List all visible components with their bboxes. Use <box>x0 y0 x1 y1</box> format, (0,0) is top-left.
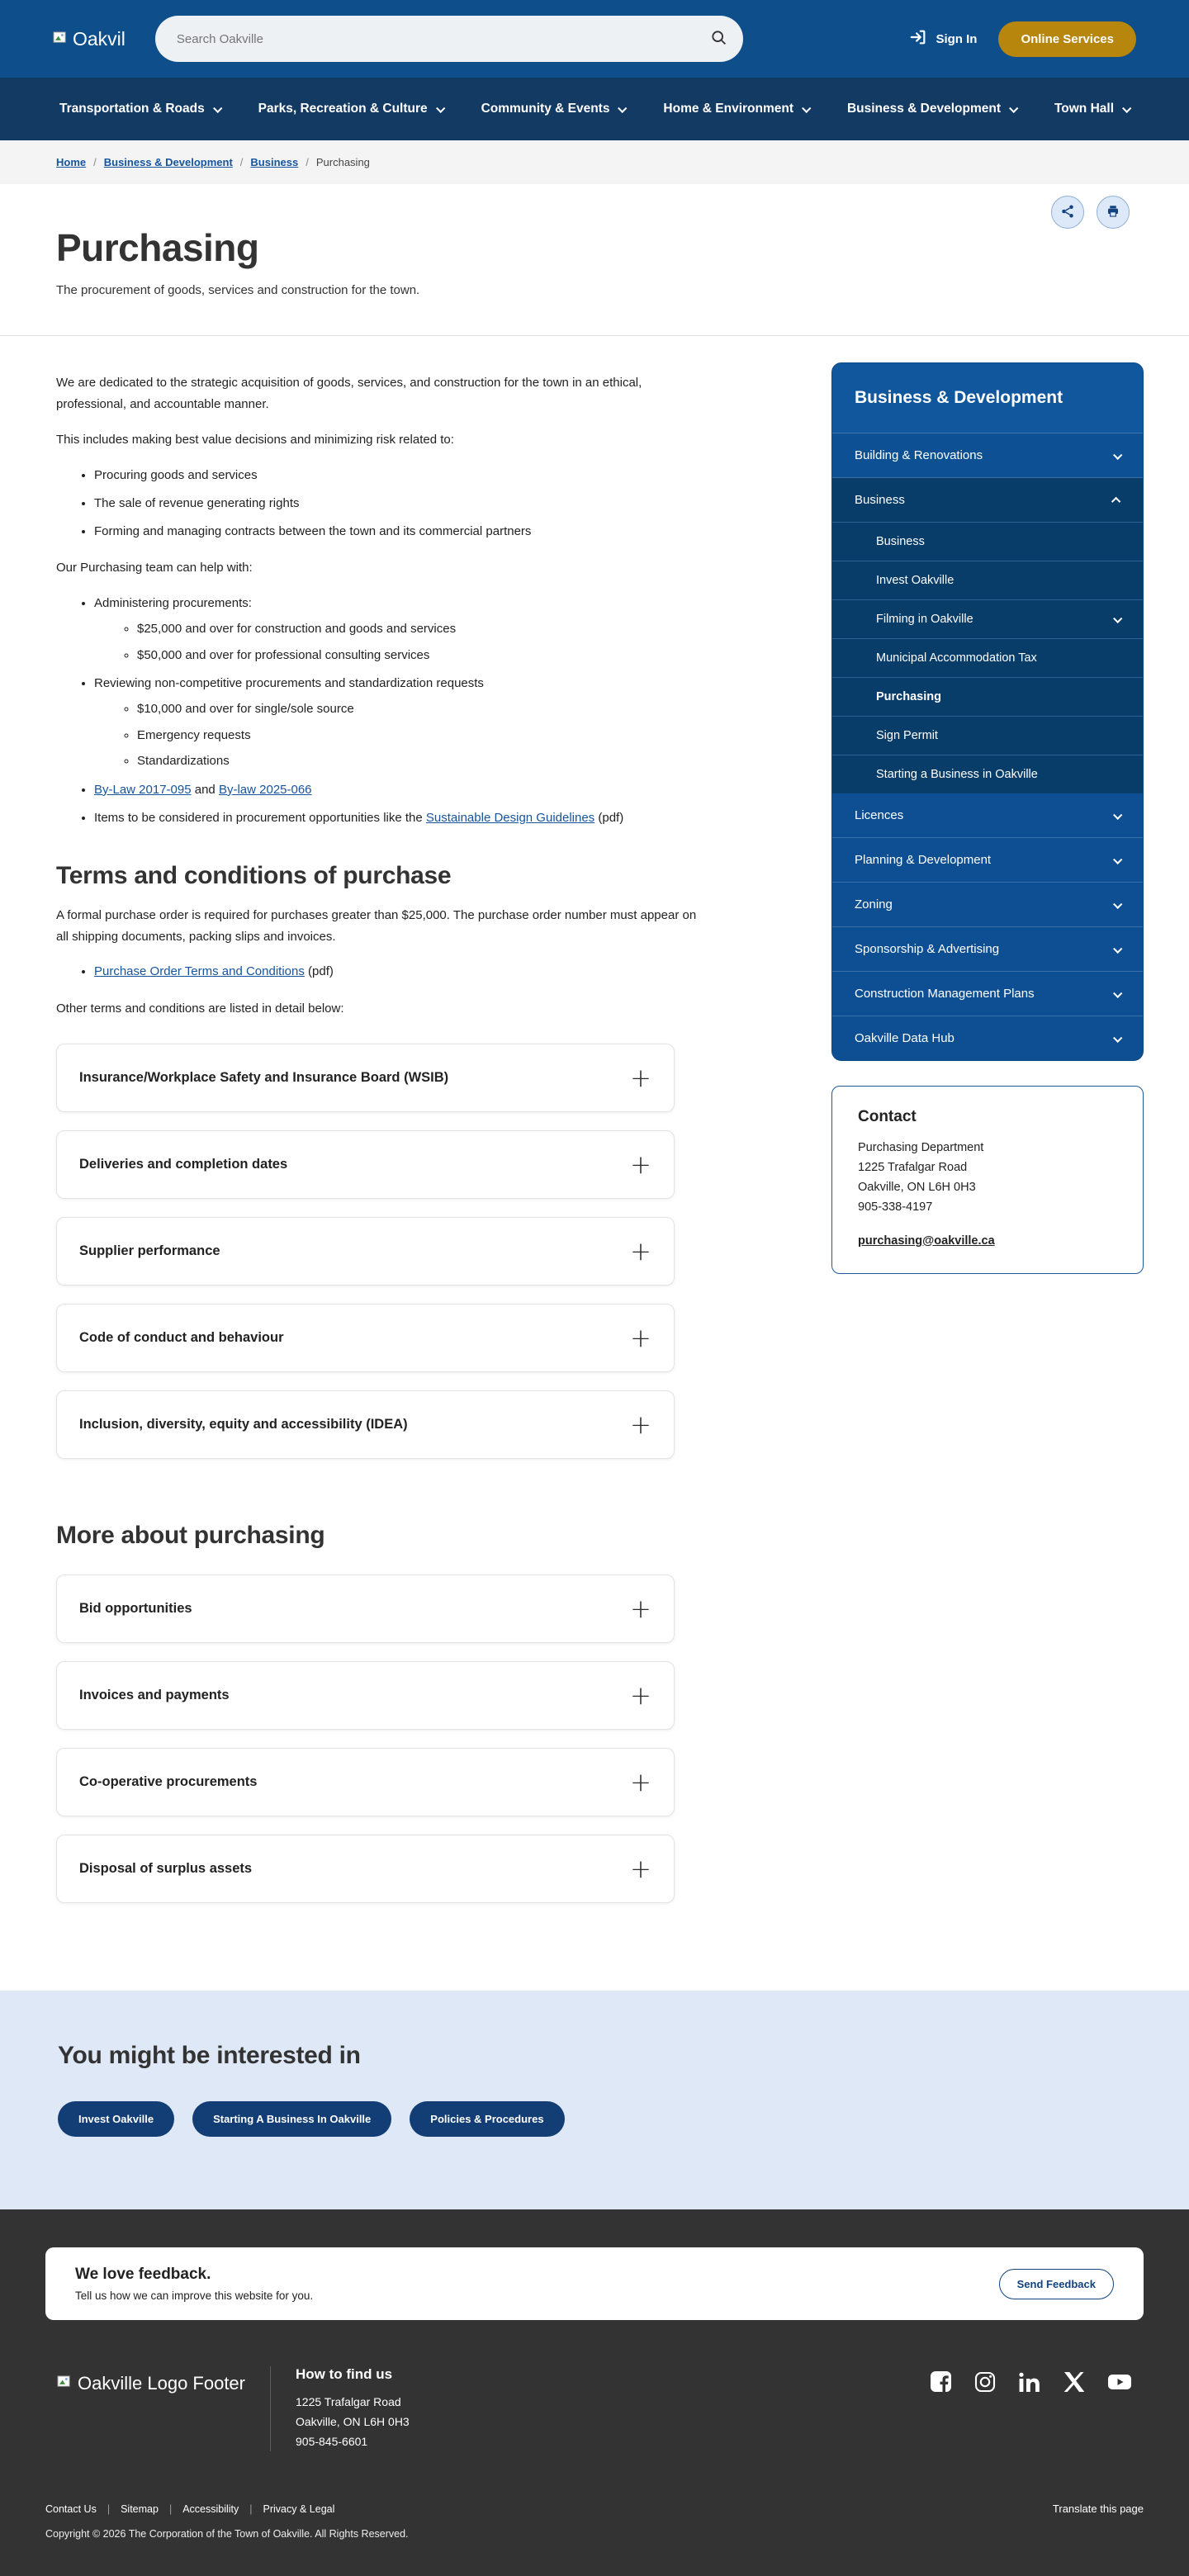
footer-separator: | <box>107 2503 111 2515</box>
nav-item-label: Transportation & Roads <box>59 102 205 116</box>
policies-procedures-button[interactable]: Policies & Procedures <box>410 2101 564 2137</box>
sidebar-subitem-municipal-accommodation-tax[interactable] <box>832 638 1143 677</box>
breadcrumb-current: Purchasing <box>315 156 370 168</box>
accordion-label: Insurance/Workplace Safety and Insurance Board (WSIB) <box>79 1070 449 1085</box>
starting-a-business-button[interactable]: Starting A Business In Oakville <box>192 2101 391 2137</box>
breadcrumb-home[interactable]: Home <box>56 156 87 168</box>
header-actions <box>909 21 1136 57</box>
linkedin-link[interactable] <box>1018 2371 1041 2395</box>
purchase-order-terms-link[interactable]: Purchase Order Terms and Conditions <box>94 964 305 979</box>
list-item: • Procuring goods and services <box>94 466 708 485</box>
print-icon <box>1106 204 1120 221</box>
site-search <box>155 16 743 62</box>
footer-separator: | <box>249 2503 253 2515</box>
more-accordion-list <box>56 1574 675 1903</box>
sidebar-item-label: Oakville Data Hub <box>855 1031 955 1045</box>
accordion-invoices-payments[interactable] <box>56 1661 675 1730</box>
footer <box>0 2209 1189 2576</box>
instagram-icon <box>974 2383 996 2395</box>
sidebar-subitem-purchasing-current[interactable] <box>832 677 1143 716</box>
youtube-icon <box>1107 2383 1132 2395</box>
chevron-up-icon <box>1111 496 1120 505</box>
nav-item-label: Home & Environment <box>663 102 794 116</box>
accordion-label: Code of conduct and behaviour <box>79 1330 284 1345</box>
invest-oakville-button[interactable]: Invest Oakville <box>58 2101 174 2137</box>
sidebar-item-label: Zoning <box>855 897 893 912</box>
nav-item-community-events[interactable] <box>481 102 626 116</box>
contact-heading: Contact <box>858 1108 917 1125</box>
share-icon <box>1060 204 1075 221</box>
plus-icon: + <box>630 1854 651 1884</box>
accordion-label: Disposal of surplus assets <box>79 1861 253 1876</box>
online-services-button[interactable]: Online Services <box>998 21 1136 57</box>
breadcrumb-business[interactable]: Business <box>250 156 299 168</box>
sidebar-subitem-sign-permit[interactable] <box>832 716 1143 755</box>
sidebar-item-label: Sponsorship & Advertising <box>855 942 1000 956</box>
main-content <box>56 359 708 1908</box>
list-item-text: and <box>191 782 219 797</box>
sidebar-item-label: Construction Management Plans <box>855 987 1035 1001</box>
sidebar-section-business <box>832 478 1143 793</box>
site-logo[interactable] <box>53 28 126 50</box>
plus-icon: + <box>630 1767 651 1797</box>
list-item <box>94 780 708 799</box>
risk-paragraph: This includes making best value decisions and minimizing risk related to: <box>56 433 454 447</box>
list-item: ◦ $10,000 and over for single/sole source <box>137 700 708 719</box>
plus-icon: + <box>630 1236 651 1267</box>
sign-in-label: Sign In <box>936 31 978 46</box>
intro-paragraph: We are dedicated to the strategic acquisition of goods, services, and construction for the town in an ethical, professional, and accountable manner. <box>56 376 642 411</box>
accordion-bid-opportunities[interactable] <box>56 1574 675 1643</box>
accordion-disposal-surplus-assets[interactable] <box>56 1835 675 1903</box>
nav-item-label: Community & Events <box>481 102 610 116</box>
contact-address-line: Oakville, ON L6H 0H3 <box>858 1180 976 1194</box>
list-item: • The sale of revenue generating rights <box>94 494 708 513</box>
x-twitter-link[interactable] <box>1063 2371 1085 2395</box>
list-item <box>94 594 708 665</box>
sidebar-subitem-invest-oakville[interactable] <box>832 561 1143 599</box>
list-item: • Forming and managing contracts between the town and its commercial partners <box>94 522 708 541</box>
sustainable-design-guidelines-link[interactable]: Sustainable Design Guidelines <box>425 811 595 825</box>
nav-item-town-hall[interactable] <box>1054 102 1130 116</box>
sidebar-subitem-label: Invest Oakville <box>876 574 955 587</box>
footer-info <box>45 2366 1144 2451</box>
list-item-text: Items to be considered in procurement opportunities like the <box>94 811 426 825</box>
page-title-section <box>0 184 1189 336</box>
main-nav <box>0 78 1189 140</box>
chevron-down-icon <box>1009 104 1018 113</box>
plus-icon: + <box>630 1149 651 1180</box>
sidebar-subitem-label: Municipal Accommodation Tax <box>876 651 1037 665</box>
sidebar-item-building-renovations[interactable] <box>832 433 1143 478</box>
sidebar-subitem-business[interactable] <box>832 523 1143 561</box>
page-subtitle: The procurement of goods, services and construction for the town. <box>56 283 420 297</box>
accordion-label: Bid opportunities <box>79 1601 192 1616</box>
feedback-text: Tell us how we can improve this website for you. <box>75 2290 314 2302</box>
page-actions <box>1051 196 1130 229</box>
sidebar-subitem-label: Filming in Oakville <box>876 613 973 626</box>
list-item-text: Administering procurements: <box>94 595 252 610</box>
list-item: ◦ Standardizations <box>137 752 708 771</box>
sidebar-item-zoning[interactable] <box>832 883 1143 927</box>
copyright-text: Copyright © 2026 The Corporation of the Town of Oakville. All Rights Reserved. <box>45 2528 409 2540</box>
bylaw-2025-066-link[interactable]: By-law 2025-066 <box>218 782 312 797</box>
search-icon <box>710 29 727 49</box>
nav-item-transportation-roads[interactable] <box>59 102 220 116</box>
sign-in-link[interactable] <box>909 28 977 50</box>
chevron-down-icon <box>1113 614 1122 623</box>
accordion-idea[interactable] <box>56 1390 675 1459</box>
facebook-link[interactable] <box>931 2371 952 2395</box>
privacy-legal-link[interactable]: Privacy & Legal <box>263 2503 335 2515</box>
plus-icon: + <box>630 1409 651 1440</box>
terms-accordion-list <box>56 1044 675 1459</box>
page-title: Purchasing <box>56 226 259 269</box>
more-heading: More about purchasing <box>56 1522 325 1549</box>
social-links <box>931 2371 1132 2395</box>
nav-item-label: Parks, Recreation & Culture <box>258 102 428 116</box>
chevron-down-icon <box>1113 899 1122 908</box>
chevron-down-icon <box>1113 450 1122 459</box>
risk-list <box>56 466 708 542</box>
interested-heading: You might be interested in <box>58 2042 361 2069</box>
accordion-cooperative-procurements[interactable] <box>56 1748 675 1816</box>
sidebar-item-planning-development[interactable] <box>832 838 1143 883</box>
sidebar-title: Business & Development <box>832 363 1143 433</box>
sitemap-link[interactable]: Sitemap <box>121 2503 159 2515</box>
breadcrumb <box>0 140 1189 184</box>
list-item <box>94 808 708 827</box>
interested-buttons <box>58 2101 1131 2137</box>
broken-image-icon <box>53 28 69 50</box>
translate-page-link[interactable]: Translate this page <box>1052 2503 1144 2516</box>
chevron-down-icon <box>1122 104 1131 113</box>
nav-item-home-environment[interactable] <box>663 102 809 116</box>
accordion-label: Invoices and payments <box>79 1688 230 1702</box>
list-item: ◦ $50,000 and over for professional consulting services <box>137 646 708 665</box>
accordion-deliveries[interactable] <box>56 1130 675 1199</box>
x-icon <box>1063 2383 1085 2395</box>
find-us-address-line: Oakville, ON L6H 0H3 <box>296 2414 410 2428</box>
accordion-supplier-performance[interactable] <box>56 1217 675 1286</box>
accordion-label: Inclusion, diversity, equity and accessibility (IDEA) <box>79 1417 408 1432</box>
send-feedback-button[interactable]: Send Feedback <box>999 2269 1114 2299</box>
breadcrumb-separator: / <box>93 156 97 168</box>
nav-item-business-development[interactable] <box>847 102 1016 116</box>
sidebar-nav <box>831 362 1144 1061</box>
feedback-texts <box>75 2266 313 2302</box>
list-item-text: Reviewing non-competitive procurements and standardization requests <box>94 676 484 690</box>
sidebar-subitem-label: Business <box>876 535 925 548</box>
chevron-down-icon <box>618 104 628 113</box>
feedback-title: We love feedback. <box>75 2266 211 2283</box>
other-terms-paragraph: Other terms and conditions are listed in detail below: <box>56 1001 344 1016</box>
youtube-link[interactable] <box>1107 2371 1132 2395</box>
search-input[interactable] <box>155 16 743 62</box>
accessibility-link[interactable]: Accessibility <box>182 2503 239 2515</box>
terms-heading: Terms and conditions of purchase <box>56 862 452 890</box>
interested-section <box>0 1991 1189 2209</box>
sidebar-subitem-label: Sign Permit <box>876 729 938 742</box>
help-list <box>56 594 708 828</box>
sidebar-subitem-starting-a-business[interactable] <box>832 755 1143 793</box>
accordion-label: Supplier performance <box>79 1243 220 1258</box>
sidebar-subitem-label: Purchasing <box>876 690 941 703</box>
sidebar-item-label: Business <box>855 493 905 507</box>
top-header <box>0 0 1189 78</box>
terms-paragraph: A formal purchase order is required for purchases greater than $25,000. The purchase order number must appear on all shipping documents, packing slips and invoices. <box>56 908 697 944</box>
list-item <box>94 674 708 771</box>
list-item: ◦ Emergency requests <box>137 727 708 746</box>
chevron-down-icon <box>436 104 445 113</box>
feedback-card <box>45 2247 1144 2320</box>
how-to-find-us <box>296 2366 410 2451</box>
review-sublist <box>94 700 708 771</box>
chevron-down-icon <box>213 104 222 113</box>
bylaw-2017-095-link[interactable]: By-Law 2017-095 <box>94 782 192 797</box>
broken-image-icon <box>57 2373 73 2394</box>
contact-email-link[interactable]: purchasing@oakville.ca <box>858 1234 995 1248</box>
accordion-label: Co-operative procurements <box>79 1774 258 1789</box>
list-item: ◦ $25,000 and over for construction and goods and services <box>137 620 708 639</box>
share-button[interactable] <box>1051 196 1084 229</box>
list-item-text: (pdf) <box>304 964 334 979</box>
sign-in-icon <box>909 28 927 50</box>
chevron-down-icon <box>1113 810 1122 819</box>
footer-separator: | <box>168 2503 173 2515</box>
list-item-text: (pdf) <box>594 811 624 825</box>
sidebar-item-business[interactable] <box>832 478 1143 523</box>
plus-icon: + <box>630 1593 651 1624</box>
instagram-link[interactable] <box>974 2371 996 2395</box>
nav-item-parks-recreation-culture[interactable] <box>258 102 443 116</box>
nav-item-label: Town Hall <box>1054 102 1114 116</box>
chevron-down-icon <box>802 104 811 113</box>
sidebar-item-label: Licences <box>855 808 904 822</box>
nav-item-label: Business & Development <box>846 102 1002 116</box>
footer-logo-alt-text: Oakville Logo Footer <box>78 2373 245 2394</box>
sidebar-item-sponsorship-advertising[interactable] <box>832 927 1143 972</box>
breadcrumb-separator: / <box>306 156 309 168</box>
contact-phone: 905-338-4197 <box>858 1200 933 1214</box>
admin-sublist <box>94 620 708 665</box>
sidebar-item-oakville-data-hub[interactable] <box>832 1016 1143 1060</box>
sidebar-subitem-label: Starting a Business in Oakville <box>876 768 1038 781</box>
sidebar-lower-items <box>832 793 1143 1060</box>
plus-icon: + <box>630 1680 651 1711</box>
site-logo-alt-text: Oakvil <box>73 27 126 50</box>
accordion-code-of-conduct[interactable] <box>56 1304 675 1372</box>
search-button[interactable] <box>703 23 735 54</box>
chevron-down-icon <box>1113 944 1122 953</box>
sidebar-item-licences[interactable] <box>832 793 1143 838</box>
terms-list <box>56 962 708 981</box>
breadcrumb-business-development[interactable]: Business & Development <box>103 156 233 168</box>
footer-links <box>45 2503 1144 2515</box>
content-area <box>0 336 1189 1966</box>
sidebar-item-label: Building & Renovations <box>855 448 983 462</box>
chevron-down-icon <box>1113 988 1122 997</box>
help-paragraph: Our Purchasing team can help with: <box>56 561 253 575</box>
sidebar-subitem-filming-in-oakville[interactable] <box>832 599 1143 638</box>
contact-address-line: 1225 Trafalgar Road <box>858 1160 968 1174</box>
contact-card <box>831 1086 1144 1274</box>
plus-icon: + <box>630 1323 651 1353</box>
footer-divider <box>270 2366 271 2451</box>
find-us-address-line: 1225 Trafalgar Road <box>296 2395 401 2408</box>
accordion-label: Deliveries and completion dates <box>79 1157 288 1172</box>
accordion-wsib[interactable] <box>56 1044 675 1112</box>
sidebar <box>831 362 1144 1274</box>
contact-us-link[interactable]: Contact Us <box>45 2503 97 2515</box>
sidebar-item-construction-management-plans[interactable] <box>832 972 1143 1016</box>
sidebar-item-label: Planning & Development <box>855 853 992 867</box>
list-item <box>94 962 708 981</box>
chevron-down-icon <box>1113 855 1122 864</box>
contact-department: Purchasing Department <box>858 1141 984 1154</box>
chevron-down-icon <box>1113 1033 1122 1042</box>
footer-logo[interactable] <box>57 2373 245 2394</box>
facebook-icon <box>931 2383 952 2395</box>
breadcrumb-separator: / <box>239 156 244 168</box>
print-button[interactable] <box>1097 196 1130 229</box>
linkedin-icon <box>1018 2383 1041 2395</box>
find-us-heading: How to find us <box>296 2366 393 2382</box>
plus-icon: + <box>630 1063 651 1093</box>
find-us-phone: 905-845-6601 <box>296 2434 368 2448</box>
